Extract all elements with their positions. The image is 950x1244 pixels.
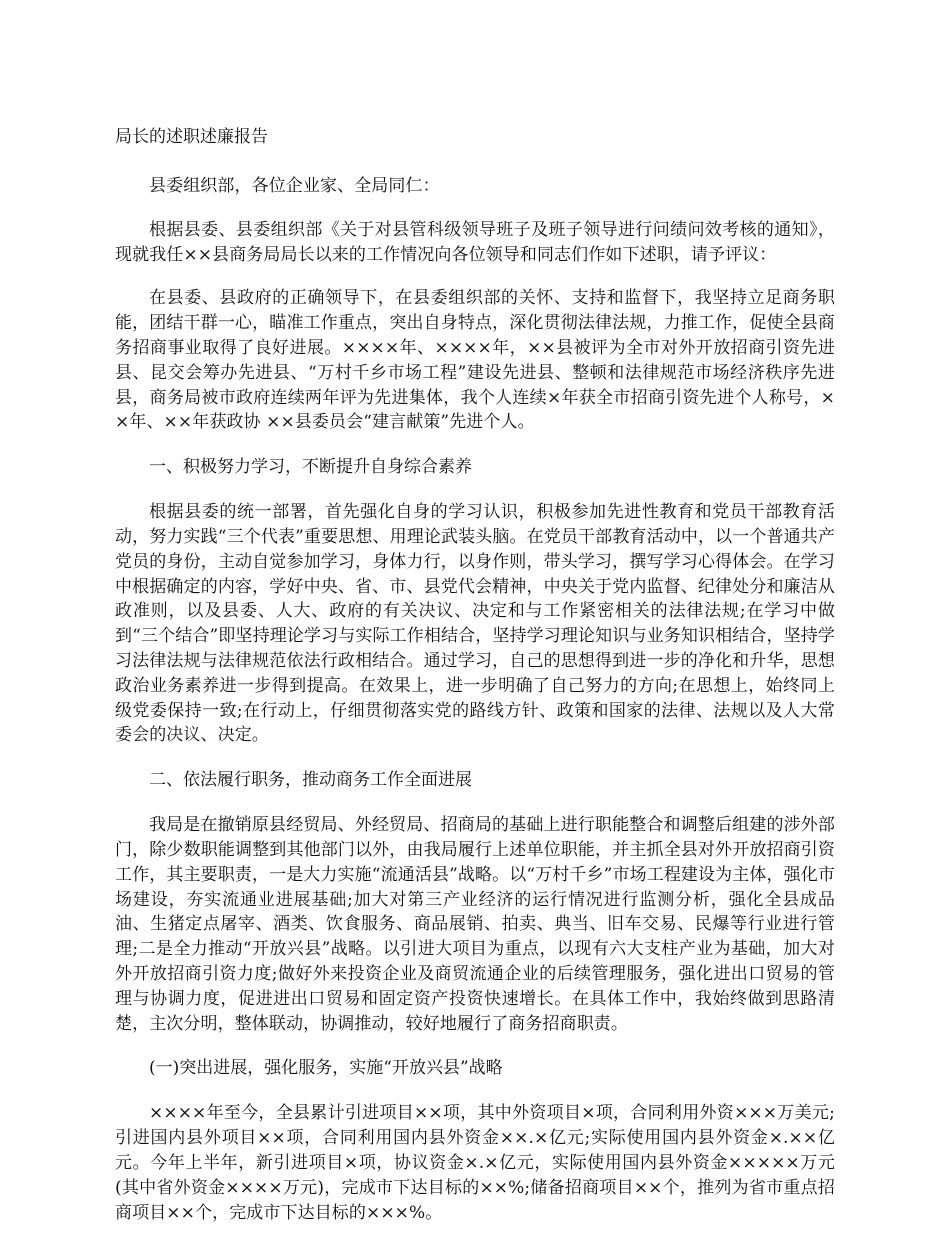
intro-paragraph: 根据县委、县委组织部《关于对县管科级领导班子及班子领导进行问绩问效考核的通知》，现就我任××县商务局局长以来的工作情况向各位领导和同志们作如下述职，请予评议：: [115, 219, 835, 265]
salutation-paragraph: 县委组织部，各位企业家、全局同仁：: [149, 176, 440, 196]
section-1-heading: 一、积极努力学习，不断提升自身综合素养: [149, 457, 472, 478]
subsection-1-heading: (一)突出进展，强化服务，实施“开放兴县”战略: [149, 1058, 503, 1079]
subsection-1-paragraph: ××××年至今，全县累计引进项目××项，其中外资项目×项，合同利用外资×××万美元;引进国内县外项目××项，合同利用国内县外资金××.×亿元;实际使用国内县外资金×.××亿元。今年上半年，新引进项目×项，协议资金×.×亿元，实际使用国内县外资金×××××万元(其中省外资金××××万元)，完成市下达目标的××%;储备招商项目××个，推列为省市重点招商项目××个，完成市下达目标的×××%。: [115, 1103, 835, 1223]
overview-paragraph: 在县委、县政府的正确领导下，在县委组织部的关怀、支持和监督下，我坚持立足商务职能，团结干群一心，瞄准工作重点，突出自身特点，深化贯彻法律法规，力推工作，促使全县商务招商事业取得了良好进展。××××年、××××年，××县被评为全市对外开放招商引资先进县、昆交会筹办先进县、“万村千乡市场工程”建设先进县、整顿和法律规范市场经济秩序先进县，商务局被市政府连续两年评为先进集体，我个人连续×年获全市招商引资先进个人称号，××年、××年获政协 ××县委员会“建言献策”先进个人。: [115, 288, 835, 433]
document-body: [115, 124, 835, 1244]
section-1-paragraph: 根据县委的统一部署，首先强化自身的学习认识，积极参加先进性教育和党员干部教育活动，努力实践“三个代表”重要思想、用理论武装头脑。在党员干部教育活动中，以一个普通共产党员的身份，主动自觉参加学习，身体力行，以身作则，带头学习，撰写学习心得体会。在学习中根据确定的内容，学好中央、省、市、县党代会精神，中央关于党内监督、纪律处分和廉洁从政准则，以及县委、人大、政府的有关决议、决定和与工作紧密相关的法律法规;在学习中做到“三个结合”即坚持理论学习与实际工作相结合，坚持学习理论知识与业务知识相结合，坚持学习法律法规与法律规范依法行政相结合。通过学习，自己的思想得到进一步的净化和升华，思想政治业务素养进一步得到提高。在效果上，进一步明确了自己努力的方向;在思想上，始终同上级党委保持一致;在行动上，仔细贯彻落实党的路线方针、政策和国家的法律、法规以及人大常委会的决议、决定。: [115, 502, 835, 746]
section-2-heading: 二、依法履行职务，推动商务工作全面进展: [149, 770, 472, 791]
section-2-paragraph: 我局是在撤销原县经贸局、外经贸局、招商局的基础上进行职能整合和调整后组建的涉外部门，除少数职能调整到其他部门以外，由我局履行上述单位职能，并主抓全县对外开放招商引资工作，其主要职责，一是大力实施“流通活县”战略。以“万村千乡”市场工程建设为主体，强化市场建设，夯实流通业进展基础;加大对第三产业经济的运行情况进行监测分析，强化全县成品油、生猪定点屠宰、酒类、饮食服务、商品展销、拍卖、典当、旧车交易、民爆等行业进行管理;二是全力推动“开放兴县”战略。以引进大项目为重点，以现有六大支柱产业为基础，加大对外开放招商引资力度;做好外来投资企业及商贸流通企业的后续管理服务，强化进出口贸易的管理与协调力度，促进进出口贸易和固定资产投资快速增长。在具体工作中，我始终做到思路清楚，主次分明，整体联动，协调推动，较好地履行了商务招商职责。: [115, 815, 835, 1034]
document-title: 局长的述职述廉报告: [115, 127, 268, 147]
